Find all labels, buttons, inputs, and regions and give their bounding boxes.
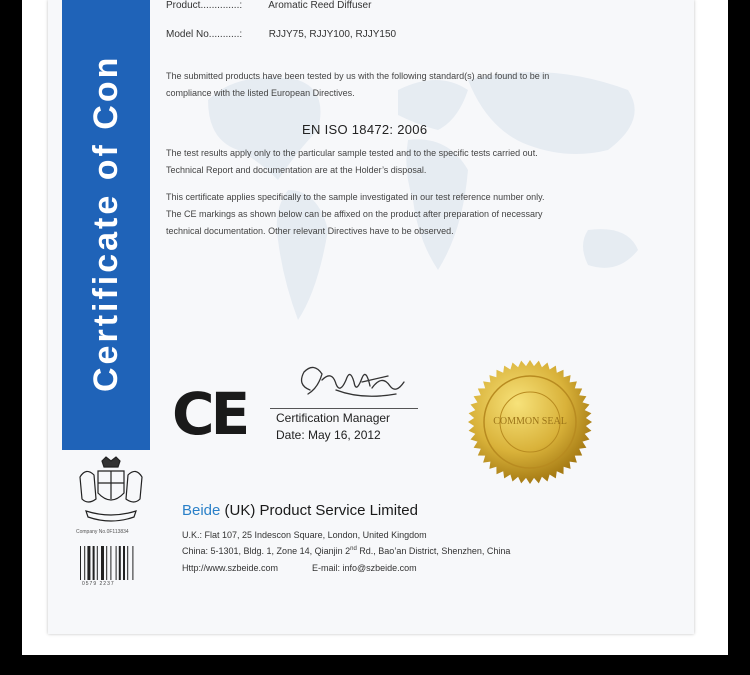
seal-text: COMMON SEAL [493, 416, 567, 427]
barcode-bar [123, 546, 125, 580]
certificate-title: Certificate of Con [87, 54, 125, 392]
barcode-bar [80, 546, 81, 580]
paragraph-3 [166, 189, 616, 240]
barcode-number: 0579 2237 [82, 581, 115, 587]
product-value: Aromatic Reed Diffuser [268, 0, 372, 11]
model-field [166, 29, 396, 40]
barcode-bar [84, 546, 85, 580]
paragraph-line: The CE markings as shown below can be affixed on the product after preparation of necessary [166, 209, 543, 219]
model-label: Model No...........: [166, 29, 243, 40]
ordinal-suffix: nd [350, 546, 357, 552]
barcode-bar [93, 546, 95, 580]
paragraph-line: This certificate applies specifically to the sample investigated in our test reference number only. [166, 192, 545, 202]
signature-line [270, 408, 418, 409]
barcode-bar [116, 546, 117, 580]
barcode [80, 546, 142, 582]
paragraph-line: The submitted products have been tested by us with the following standard(s) and found to be in [166, 71, 550, 81]
paragraph-line: compliance with the listed European Directives. [166, 88, 355, 98]
barcode-bar [110, 546, 111, 580]
paragraph-2 [166, 145, 616, 179]
signatory-role: Certification Manager [276, 411, 391, 425]
barcode-bar [87, 546, 90, 580]
royal-coat-of-arms [72, 455, 150, 527]
product-label: Product..............: [166, 0, 243, 11]
gold-seal [466, 358, 594, 486]
product-field [166, 0, 371, 11]
china-address-start: China: 5-1301, Bldg. 1, Zone 14, Qianjin 2 [182, 546, 351, 556]
barcode-bar [97, 546, 98, 580]
barcode-bar [119, 546, 121, 580]
standard-reference: EN ISO 18472: 2006 [302, 122, 428, 137]
brand-name: Beide [182, 502, 221, 519]
barcode-bar [127, 546, 128, 580]
signature-image [292, 360, 412, 405]
china-address-end: Rd., Bao’an District, Shenzhen, China [356, 546, 511, 556]
paragraph-line: Technical Report and documentation are at the Holder’s disposal. [166, 165, 427, 175]
company-number: Company No.0F113834 [76, 529, 129, 535]
certificate-date: Date: May 16, 2012 [276, 428, 381, 442]
paragraph-1 [166, 68, 616, 102]
barcode-bar [106, 546, 107, 580]
company-name [182, 502, 418, 519]
ce-mark: CE [172, 380, 247, 448]
paragraph-line: The test results apply only to the particular sample tested and to the specific tests carried out. [166, 148, 538, 158]
email[interactable]: E-mail: info@szbeide.com [312, 563, 417, 573]
barcode-bar [101, 546, 104, 580]
company-name-rest: (UK) Product Service Limited [220, 502, 418, 519]
model-value: RJJY75, RJJY100, RJJY150 [268, 29, 397, 40]
paragraph-line: technical documentation. Other relevant Directives have to be observed. [166, 226, 454, 236]
china-address [182, 546, 510, 556]
website[interactable]: Http://www.szbeide.com [182, 563, 279, 573]
barcode-bar [132, 546, 133, 580]
uk-address: U.K.: Flat 107, 25 Indescon Square, London, United Kingdom [182, 530, 427, 540]
